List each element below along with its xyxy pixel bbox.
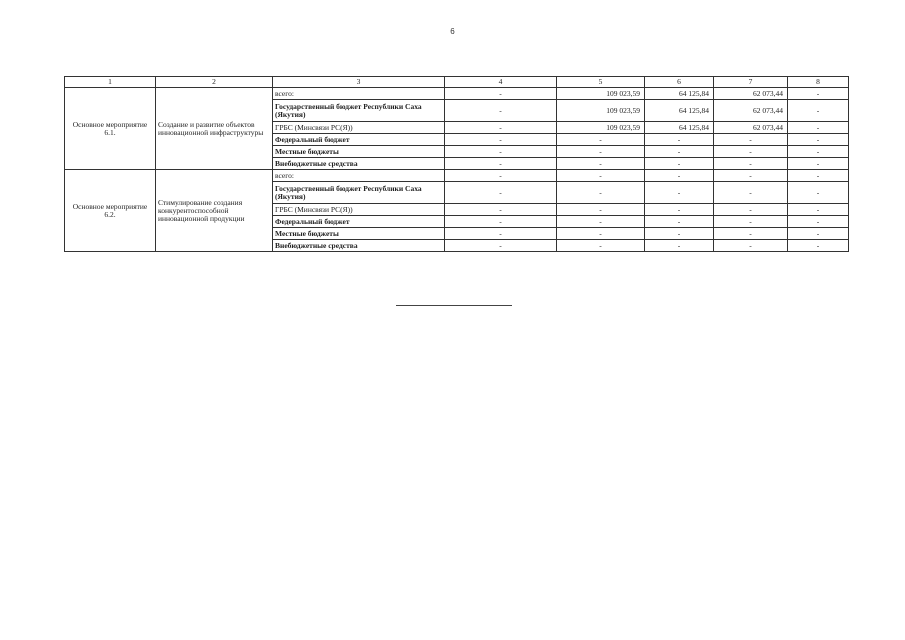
value-cell: - <box>714 146 788 158</box>
value-cell: - <box>788 228 849 240</box>
value-cell: - <box>714 158 788 170</box>
value-cell: - <box>788 134 849 146</box>
funding-source: Внебюджетные средства <box>273 240 445 252</box>
value-cell: - <box>557 228 645 240</box>
column-header: 5 <box>557 77 645 88</box>
value-cell: - <box>557 134 645 146</box>
value-cell: - <box>714 170 788 182</box>
value-cell: 109 023,59 <box>557 88 645 100</box>
page-number: 6 <box>450 27 455 36</box>
value-cell: - <box>557 146 645 158</box>
value-cell: - <box>445 182 557 204</box>
value-cell: - <box>645 204 714 216</box>
value-cell: - <box>788 182 849 204</box>
table-row <box>65 170 849 182</box>
column-header: 3 <box>273 77 445 88</box>
value-cell: - <box>445 204 557 216</box>
value-cell: - <box>445 122 557 134</box>
value-cell: - <box>714 134 788 146</box>
column-header: 6 <box>645 77 714 88</box>
event-label: Основное мероприятие 6.1. <box>65 88 156 170</box>
value-cell: - <box>445 146 557 158</box>
value-cell: - <box>645 216 714 228</box>
value-cell: - <box>788 88 849 100</box>
budget-table <box>64 76 849 252</box>
value-cell: - <box>445 216 557 228</box>
funding-source: ГРБС (Минсвязи РС(Я)) <box>273 204 445 216</box>
value-cell: 64 125,84 <box>645 88 714 100</box>
funding-source: всего: <box>273 88 445 100</box>
funding-source: Внебюджетные средства <box>273 158 445 170</box>
value-cell: - <box>714 182 788 204</box>
value-cell: - <box>645 170 714 182</box>
column-header: 1 <box>65 77 156 88</box>
end-separator-line <box>396 305 512 306</box>
value-cell: - <box>714 240 788 252</box>
column-header: 4 <box>445 77 557 88</box>
value-cell: - <box>714 216 788 228</box>
value-cell: - <box>788 158 849 170</box>
funding-source: Федеральный бюджет <box>273 216 445 228</box>
value-cell: 64 125,84 <box>645 100 714 122</box>
funding-source: всего: <box>273 170 445 182</box>
value-cell: - <box>788 122 849 134</box>
funding-source: Местные бюджеты <box>273 146 445 158</box>
value-cell: - <box>557 182 645 204</box>
event-name: Стимулирование создания конкурентоспособной инновационной продукции <box>156 170 273 252</box>
table-row <box>65 88 849 100</box>
value-cell: - <box>645 240 714 252</box>
value-cell: - <box>557 240 645 252</box>
value-cell: - <box>788 170 849 182</box>
value-cell: - <box>445 100 557 122</box>
value-cell: - <box>788 100 849 122</box>
value-cell: 62 073,44 <box>714 100 788 122</box>
value-cell: - <box>645 134 714 146</box>
value-cell: - <box>788 146 849 158</box>
column-header: 7 <box>714 77 788 88</box>
value-cell: - <box>557 204 645 216</box>
value-cell: - <box>445 240 557 252</box>
event-label: Основное мероприятие 6.2. <box>65 170 156 252</box>
value-cell: - <box>645 182 714 204</box>
value-cell: 64 125,84 <box>645 122 714 134</box>
value-cell: 109 023,59 <box>557 100 645 122</box>
value-cell: - <box>445 158 557 170</box>
value-cell: - <box>445 88 557 100</box>
funding-source: Федеральный бюджет <box>273 134 445 146</box>
value-cell: - <box>645 228 714 240</box>
value-cell: - <box>714 228 788 240</box>
column-header: 8 <box>788 77 849 88</box>
value-cell: - <box>788 216 849 228</box>
value-cell: - <box>788 240 849 252</box>
value-cell: 62 073,44 <box>714 122 788 134</box>
value-cell: - <box>445 170 557 182</box>
value-cell: 62 073,44 <box>714 88 788 100</box>
funding-source: Государственный бюджет Республики Саха (Якутия) <box>273 182 445 204</box>
column-header: 2 <box>156 77 273 88</box>
value-cell: - <box>557 170 645 182</box>
value-cell: - <box>714 204 788 216</box>
value-cell: - <box>645 146 714 158</box>
value-cell: 109 023,59 <box>557 122 645 134</box>
column-header-row <box>65 77 849 88</box>
event-name: Создание и развитие объектов инновационной инфраструктуры <box>156 88 273 170</box>
funding-source: Государственный бюджет Республики Саха (Якутия) <box>273 100 445 122</box>
value-cell: - <box>788 204 849 216</box>
value-cell: - <box>557 158 645 170</box>
funding-source: Местные бюджеты <box>273 228 445 240</box>
value-cell: - <box>445 228 557 240</box>
funding-source: ГРБС (Минсвязи РС(Я)) <box>273 122 445 134</box>
value-cell: - <box>645 158 714 170</box>
value-cell: - <box>557 216 645 228</box>
value-cell: - <box>445 134 557 146</box>
